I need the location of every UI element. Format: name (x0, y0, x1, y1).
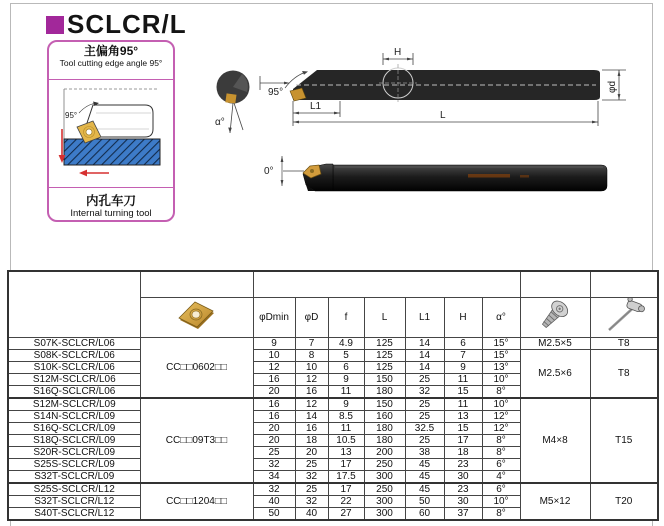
spec-header-en: Specification (368, 278, 432, 291)
col-header-blade (140, 271, 253, 297)
spec-cell: 125 (364, 337, 405, 349)
spec-cell: 9 (253, 337, 295, 349)
screw-header-en: Screw (539, 284, 571, 297)
spec-cell: 32 (253, 458, 295, 470)
spec-cell: 50 (405, 495, 444, 507)
spec-cell: 32 (405, 385, 444, 398)
spec-cell: 250 (364, 458, 405, 470)
infobox-caption-en: Internal turning tool (70, 207, 152, 219)
spec-cell: 7 (295, 337, 328, 349)
spec-col-d: φD (295, 297, 328, 337)
etched-marking (468, 174, 510, 178)
spec-cell: 27 (328, 507, 364, 520)
tool-photo-drawing (220, 148, 620, 220)
spec-cell: 23 (444, 458, 482, 470)
infobox-caption (49, 195, 173, 219)
wrench-icon-cell (590, 297, 658, 337)
type-cell: S32T-SCLCR/L12 (8, 495, 140, 507)
type-cell: S16Q-SCLCR/L06 (8, 385, 140, 398)
spec-cell: 11 (328, 385, 364, 398)
ccmt-insert-icon (173, 298, 221, 334)
spec-col-l1: L1 (405, 297, 444, 337)
spec-cell: 8° (482, 446, 520, 458)
type-header-en: Type (62, 304, 87, 317)
spec-cell: 8° (482, 385, 520, 398)
h-label: H (394, 47, 402, 58)
col-header-screw (520, 271, 590, 297)
spec-cell: 12° (482, 410, 520, 422)
type-cell: S12M-SCLCR/L09 (8, 398, 140, 411)
spec-cell: 4.9 (328, 337, 364, 349)
col-header-type (8, 271, 140, 337)
alpha-label: α° (215, 117, 225, 128)
zero-angle-label: 0° (264, 166, 274, 177)
spec-cell: 8° (482, 507, 520, 520)
spec-cell: 20 (253, 385, 295, 398)
spec-cell: 15° (482, 337, 520, 349)
spec-cell: 300 (364, 507, 405, 520)
spec-cell: 10° (482, 373, 520, 385)
spec-col-l: L (364, 297, 405, 337)
spec-header-zh: 规格 (341, 276, 366, 291)
spec-cell: 15 (444, 385, 482, 398)
screw-cell: M2.5×6 (520, 349, 590, 398)
spec-cell: 7 (444, 349, 482, 361)
spec-cell: 14 (405, 337, 444, 349)
spec-cell: 37 (444, 507, 482, 520)
spec-cell: 25 (295, 458, 328, 470)
spec-cell: 17 (328, 483, 364, 496)
blade-header-zh: 刀片 (169, 276, 194, 291)
wrench-cell: T8 (590, 337, 658, 349)
spec-cell: 14 (295, 410, 328, 422)
infobox-heading-zh: 主偏角95° (83, 44, 139, 58)
type-cell: S25S-SCLCR/L09 (8, 458, 140, 470)
spec-cell: 17.5 (328, 470, 364, 483)
wrench-header-en: Wrench (604, 284, 643, 297)
spec-cell: 20 (253, 422, 295, 434)
technical-drawing (190, 45, 660, 150)
spec-col-h: H (444, 297, 482, 337)
spec-cell: 10.5 (328, 434, 364, 446)
spec-cell: 4° (482, 470, 520, 483)
spec-cell: 17 (328, 458, 364, 470)
screw-header-zh: 螺丝 (544, 272, 566, 285)
blade-header-en: Blade (195, 278, 224, 291)
type-cell: S12M-SCLCR/L06 (8, 373, 140, 385)
spec-cell: 30 (444, 495, 482, 507)
angle95-label: 95° (268, 87, 284, 98)
spec-cell: 5 (328, 349, 364, 361)
spec-cell: 9 (444, 361, 482, 373)
spec-cell: 25 (405, 410, 444, 422)
spec-cell: 12 (253, 361, 295, 373)
screw-cell: M5×12 (520, 483, 590, 520)
type-cell: S10K-SCLCR/L06 (8, 361, 140, 373)
spec-cell: 12 (295, 398, 328, 411)
infobox-caption-zh: 内孔车刀 (85, 193, 136, 208)
infobox-divider-top (49, 79, 173, 80)
spec-cell: 9 (328, 398, 364, 411)
type-cell: S40T-SCLCR/L12 (8, 507, 140, 520)
spec-cell: 9 (328, 373, 364, 385)
spec-cell: 18 (295, 434, 328, 446)
torx-wrench-icon (602, 298, 646, 334)
spec-cell: 25 (405, 373, 444, 385)
screw-cell: M2.5×5 (520, 337, 590, 349)
spec-cell: 180 (364, 422, 405, 434)
spec-cell: 20 (253, 434, 295, 446)
spec-cell: 25 (405, 434, 444, 446)
spec-cell: 125 (364, 361, 405, 373)
spec-cell: 300 (364, 495, 405, 507)
table-row (8, 398, 658, 411)
l1-label: L1 (310, 101, 322, 112)
spec-table (7, 270, 659, 521)
table-row (8, 483, 658, 496)
spec-cell: 6 (444, 337, 482, 349)
spec-cell: 40 (295, 507, 328, 520)
spec-cell: 16 (253, 373, 295, 385)
infobox-divider-bottom (49, 187, 173, 188)
spec-cell: 32.5 (405, 422, 444, 434)
angle-95-label: 95° (65, 111, 78, 120)
spec-cell: 11 (444, 398, 482, 411)
spec-cell: 180 (364, 385, 405, 398)
spec-col-dmin: φDmin (253, 297, 295, 337)
spec-cell: 6 (328, 361, 364, 373)
spec-cell: 6° (482, 458, 520, 470)
spec-cell: 45 (405, 483, 444, 496)
spec-cell: 8 (295, 349, 328, 361)
spec-cell: 125 (364, 349, 405, 361)
spec-cell: 32 (295, 470, 328, 483)
spec-cell: 8° (482, 434, 520, 446)
spec-col-alpha: α° (482, 297, 520, 337)
type-cell: S08K-SCLCR/L06 (8, 349, 140, 361)
spec-cell: 11 (328, 422, 364, 434)
blade-cell: CC□□09T3□□ (140, 398, 253, 483)
spec-cell: 10 (253, 349, 295, 361)
spec-col-f: f (328, 297, 364, 337)
table-row (8, 337, 658, 349)
torx-screw-icon (535, 298, 575, 334)
spec-cell: 50 (253, 507, 295, 520)
spec-cell: 150 (364, 398, 405, 411)
wrench-cell: T8 (590, 349, 658, 398)
spec-cell: 160 (364, 410, 405, 422)
spec-cell: 12° (482, 422, 520, 434)
blade-cell: CC□□0602□□ (140, 337, 253, 398)
internal-turning-diagram (49, 81, 173, 187)
spec-cell: 22 (328, 495, 364, 507)
spec-cell: 11 (444, 373, 482, 385)
type-header-zh: 型号 (62, 290, 87, 305)
spec-cell: 40 (253, 495, 295, 507)
spec-cell: 45 (405, 470, 444, 483)
page-title: SCLCR/L (67, 9, 187, 39)
phi-d-label: φd (607, 80, 618, 93)
type-cell: S25S-SCLCR/L12 (8, 483, 140, 496)
spec-cell: 6° (482, 483, 520, 496)
brand-square-icon (46, 16, 64, 34)
spec-cell: 32 (253, 483, 295, 496)
tool-body (333, 165, 607, 191)
spec-cell: 13° (482, 361, 520, 373)
spec-cell: 16 (295, 422, 328, 434)
spec-cell: 10° (482, 398, 520, 411)
spec-cell: 10° (482, 495, 520, 507)
screw-icon-cell (520, 297, 590, 337)
spec-cell: 23 (444, 483, 482, 496)
type-cell: S14N-SCLCR/L09 (8, 410, 140, 422)
spec-cell: 12 (295, 373, 328, 385)
spec-cell: 180 (364, 434, 405, 446)
screw-cell: M4×8 (520, 398, 590, 483)
blade-icon-cell (140, 297, 253, 337)
col-header-spec (253, 271, 520, 297)
spec-cell: 20 (295, 446, 328, 458)
spec-cell: 15 (444, 422, 482, 434)
type-cell: S16Q-SCLCR/L09 (8, 422, 140, 434)
wrench-header-zh: 扳手 (612, 272, 635, 285)
spec-cell: 25 (405, 398, 444, 411)
type-cell: S07K-SCLCR/L06 (8, 337, 140, 349)
spec-cell: 60 (405, 507, 444, 520)
table-row (8, 349, 658, 361)
cutting-angle-infobox (47, 40, 175, 222)
spec-cell: 30 (444, 470, 482, 483)
spec-cell: 13 (444, 410, 482, 422)
table-header-row (8, 271, 658, 297)
col-header-wrench (590, 271, 658, 297)
spec-cell: 18 (444, 446, 482, 458)
spec-cell: 45 (405, 458, 444, 470)
spec-cell: 14 (405, 349, 444, 361)
type-cell: S32T-SCLCR/L09 (8, 470, 140, 483)
type-cell: S18Q-SCLCR/L09 (8, 434, 140, 446)
spec-cell: 150 (364, 373, 405, 385)
type-cell: S20R-SCLCR/L09 (8, 446, 140, 458)
spec-cell: 200 (364, 446, 405, 458)
l-label: L (440, 110, 446, 121)
spec-cell: 34 (253, 470, 295, 483)
page-header (46, 9, 187, 40)
blade-cell: CC□□1204□□ (140, 483, 253, 520)
spec-cell: 8.5 (328, 410, 364, 422)
spec-cell: 17 (444, 434, 482, 446)
end-view-insert (225, 93, 236, 103)
spec-cell: 300 (364, 470, 405, 483)
spec-cell: 16 (253, 398, 295, 411)
spec-cell: 250 (364, 483, 405, 496)
spec-cell: 14 (405, 361, 444, 373)
spec-cell: 16 (295, 385, 328, 398)
spec-cell: 16 (253, 410, 295, 422)
spec-cell: 10 (295, 361, 328, 373)
wrench-cell: T15 (590, 398, 658, 483)
spec-cell: 32 (295, 495, 328, 507)
infobox-heading (49, 42, 173, 69)
spec-cell: 15° (482, 349, 520, 361)
infobox-heading-en: Tool cutting edge angle 95° (59, 57, 163, 68)
wrench-cell: T20 (590, 483, 658, 520)
spec-cell: 25 (253, 446, 295, 458)
spec-cell: 25 (295, 483, 328, 496)
spec-cell: 13 (328, 446, 364, 458)
spec-cell: 38 (405, 446, 444, 458)
